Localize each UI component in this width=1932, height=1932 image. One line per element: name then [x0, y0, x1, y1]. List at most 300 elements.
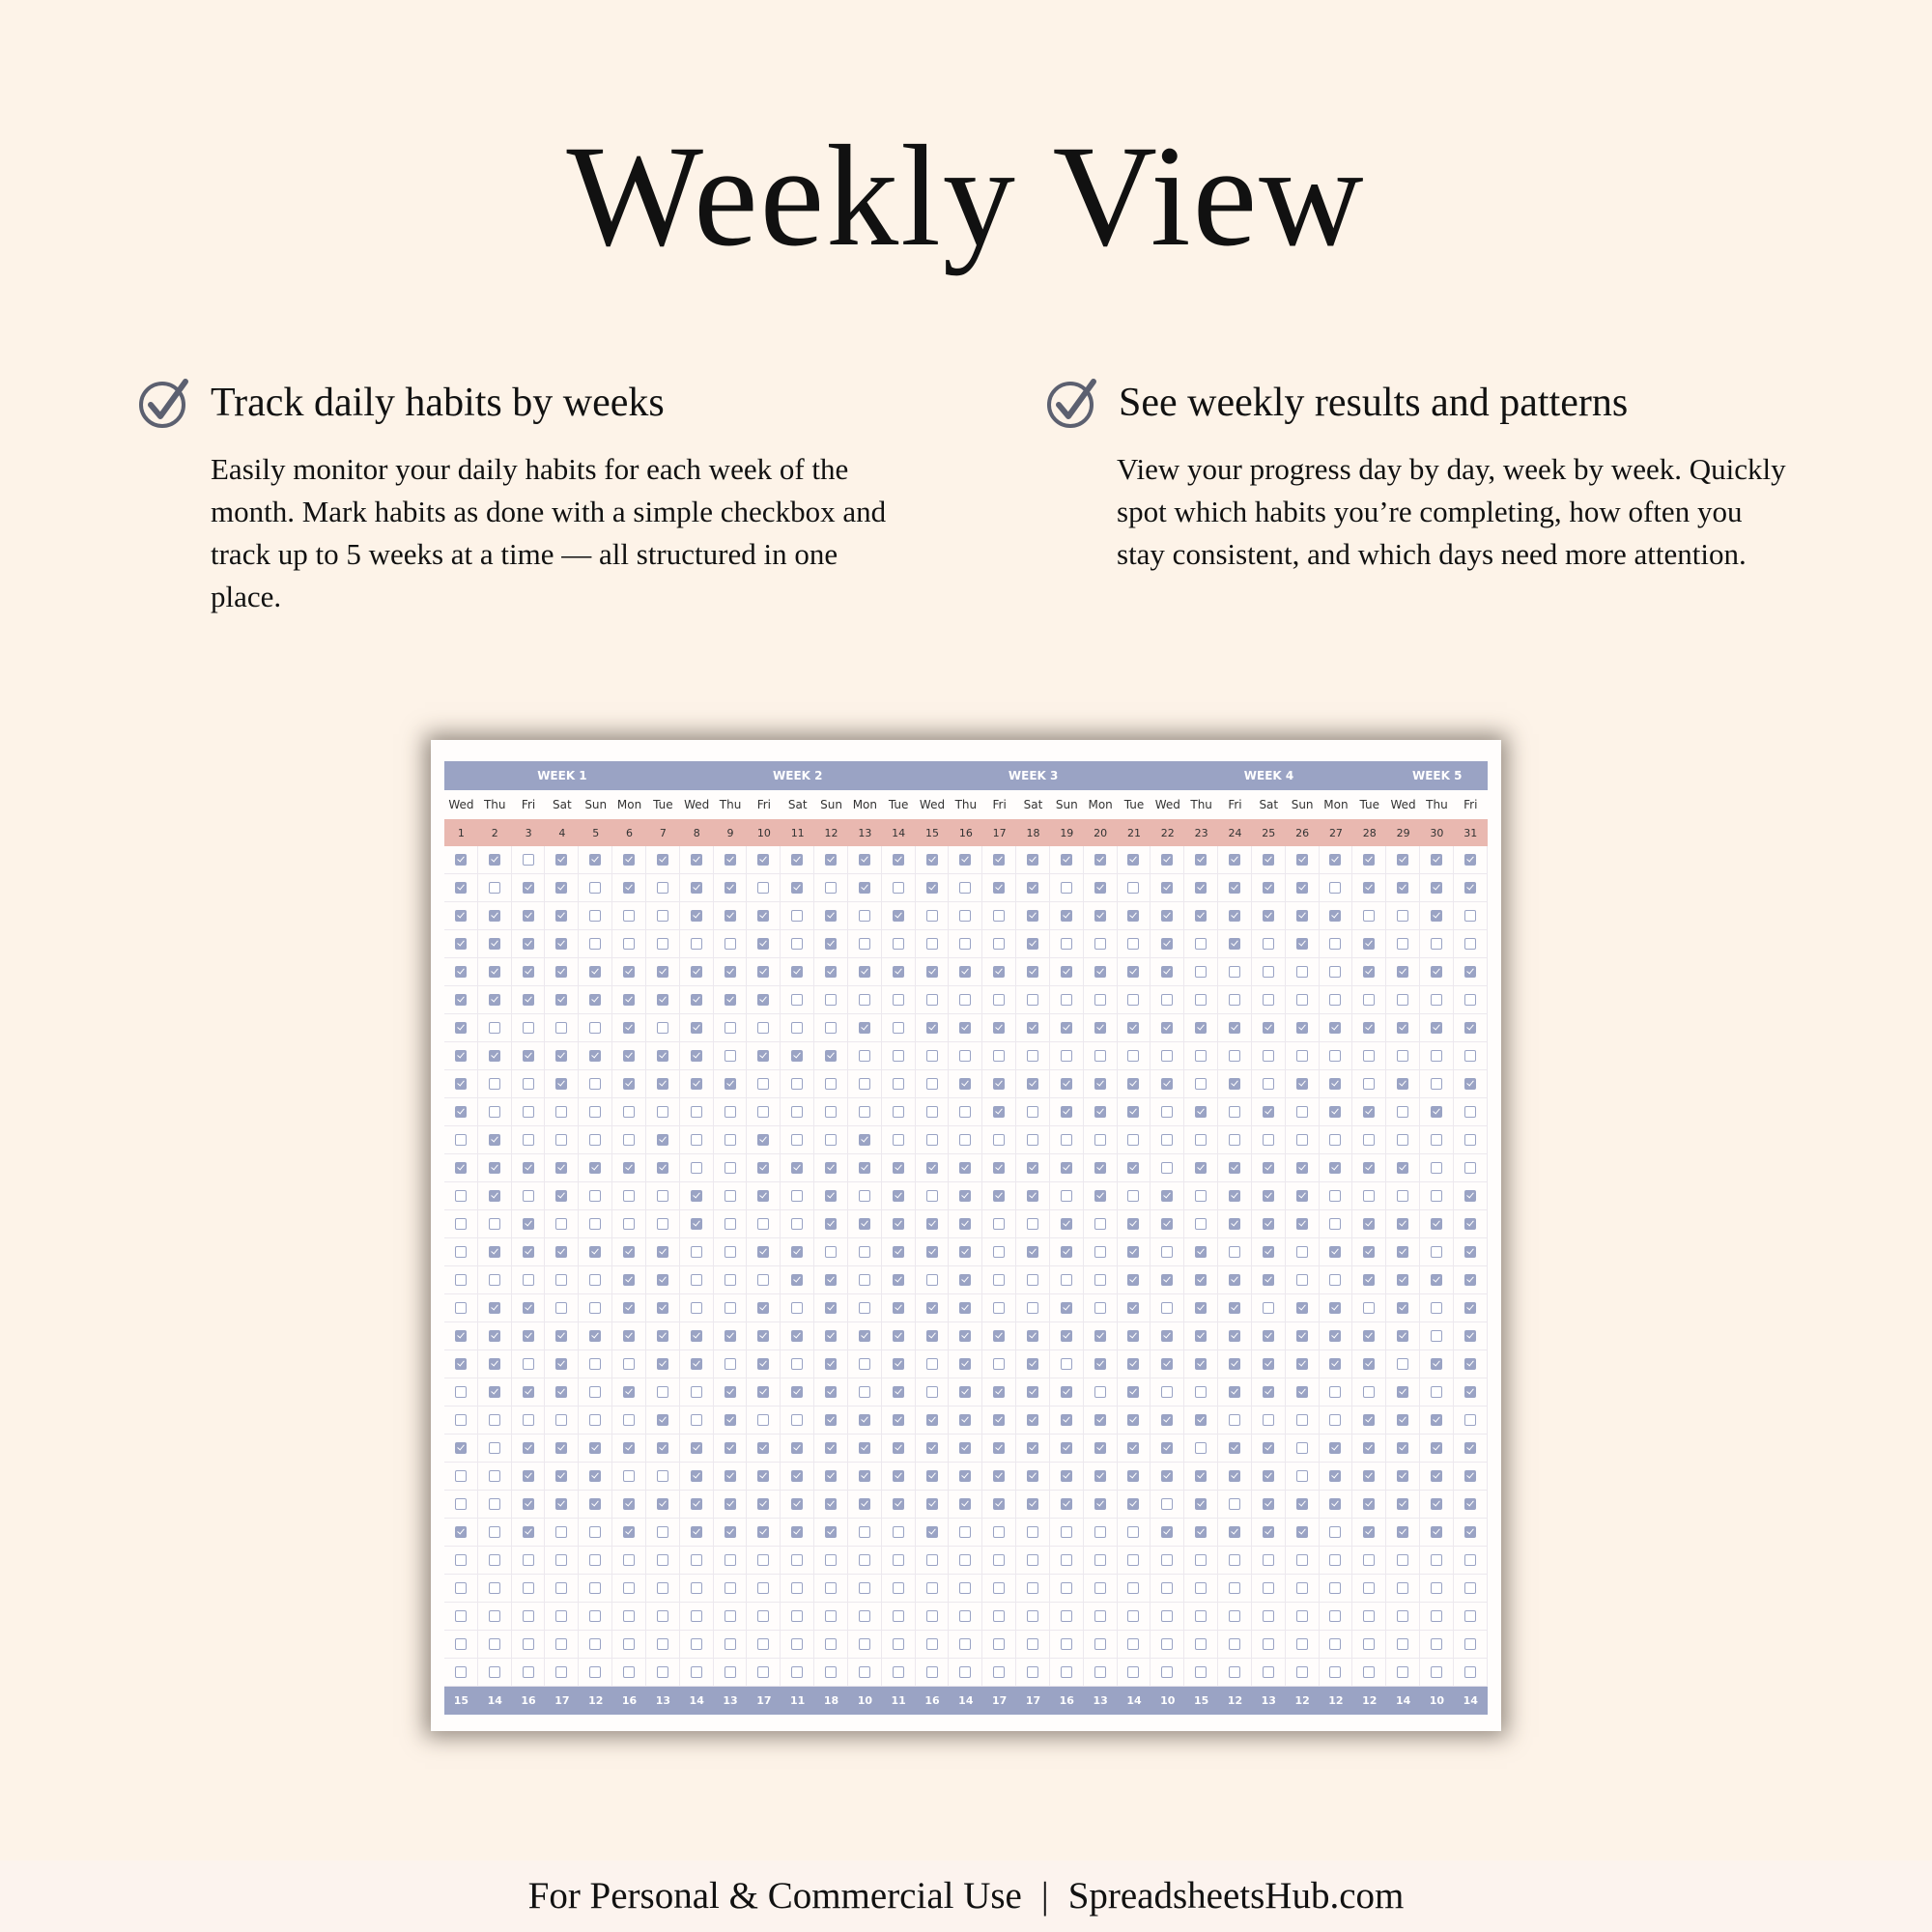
checked-checkbox-icon[interactable]: [1431, 1470, 1442, 1482]
checked-checkbox-icon[interactable]: [926, 1218, 938, 1230]
unchecked-checkbox-icon[interactable]: [1431, 1302, 1442, 1314]
unchecked-checkbox-icon[interactable]: [993, 1134, 1005, 1146]
checked-checkbox-icon[interactable]: [993, 1414, 1005, 1426]
checked-checkbox-icon[interactable]: [1296, 1078, 1308, 1090]
unchecked-checkbox-icon[interactable]: [791, 1190, 803, 1202]
unchecked-checkbox-icon[interactable]: [1397, 1358, 1408, 1370]
unchecked-checkbox-icon[interactable]: [1094, 1246, 1106, 1258]
unchecked-checkbox-icon[interactable]: [623, 1666, 635, 1678]
checked-checkbox-icon[interactable]: [623, 1302, 635, 1314]
unchecked-checkbox-icon[interactable]: [489, 1498, 500, 1510]
unchecked-checkbox-icon[interactable]: [523, 1610, 534, 1622]
checked-checkbox-icon[interactable]: [1161, 1274, 1173, 1286]
unchecked-checkbox-icon[interactable]: [623, 1414, 635, 1426]
checked-checkbox-icon[interactable]: [959, 1022, 971, 1034]
checked-checkbox-icon[interactable]: [893, 1190, 904, 1202]
checked-checkbox-icon[interactable]: [555, 1386, 567, 1398]
checked-checkbox-icon[interactable]: [1027, 1358, 1038, 1370]
checked-checkbox-icon[interactable]: [1363, 1498, 1375, 1510]
checked-checkbox-icon[interactable]: [791, 1162, 803, 1174]
unchecked-checkbox-icon[interactable]: [1229, 1246, 1240, 1258]
unchecked-checkbox-icon[interactable]: [1195, 1386, 1207, 1398]
checked-checkbox-icon[interactable]: [791, 1526, 803, 1538]
checked-checkbox-icon[interactable]: [1027, 882, 1038, 894]
unchecked-checkbox-icon[interactable]: [691, 1246, 702, 1258]
checked-checkbox-icon[interactable]: [859, 1162, 870, 1174]
unchecked-checkbox-icon[interactable]: [589, 938, 601, 950]
checked-checkbox-icon[interactable]: [1229, 1470, 1240, 1482]
checked-checkbox-icon[interactable]: [1094, 1162, 1106, 1174]
unchecked-checkbox-icon[interactable]: [1363, 1078, 1375, 1090]
unchecked-checkbox-icon[interactable]: [1229, 966, 1240, 978]
unchecked-checkbox-icon[interactable]: [926, 1582, 938, 1594]
unchecked-checkbox-icon[interactable]: [455, 1554, 467, 1566]
checked-checkbox-icon[interactable]: [1363, 1414, 1375, 1426]
unchecked-checkbox-icon[interactable]: [1094, 1554, 1106, 1566]
unchecked-checkbox-icon[interactable]: [555, 1218, 567, 1230]
checked-checkbox-icon[interactable]: [1397, 1442, 1408, 1454]
unchecked-checkbox-icon[interactable]: [1431, 1330, 1442, 1342]
unchecked-checkbox-icon[interactable]: [623, 1134, 635, 1146]
unchecked-checkbox-icon[interactable]: [825, 882, 837, 894]
unchecked-checkbox-icon[interactable]: [825, 1106, 837, 1118]
checked-checkbox-icon[interactable]: [926, 1302, 938, 1314]
unchecked-checkbox-icon[interactable]: [893, 1582, 904, 1594]
checked-checkbox-icon[interactable]: [893, 1302, 904, 1314]
checked-checkbox-icon[interactable]: [455, 1526, 467, 1538]
checked-checkbox-icon[interactable]: [657, 1302, 668, 1314]
unchecked-checkbox-icon[interactable]: [825, 1554, 837, 1566]
checked-checkbox-icon[interactable]: [1027, 1330, 1038, 1342]
unchecked-checkbox-icon[interactable]: [791, 1022, 803, 1034]
unchecked-checkbox-icon[interactable]: [1296, 1638, 1308, 1650]
checked-checkbox-icon[interactable]: [657, 1358, 668, 1370]
unchecked-checkbox-icon[interactable]: [1263, 1554, 1274, 1566]
checked-checkbox-icon[interactable]: [1431, 910, 1442, 922]
unchecked-checkbox-icon[interactable]: [455, 1302, 467, 1314]
checked-checkbox-icon[interactable]: [825, 1526, 837, 1538]
checked-checkbox-icon[interactable]: [1296, 1386, 1308, 1398]
unchecked-checkbox-icon[interactable]: [555, 1610, 567, 1622]
unchecked-checkbox-icon[interactable]: [724, 1358, 736, 1370]
checked-checkbox-icon[interactable]: [489, 1134, 500, 1146]
unchecked-checkbox-icon[interactable]: [1363, 910, 1375, 922]
checked-checkbox-icon[interactable]: [1397, 966, 1408, 978]
checked-checkbox-icon[interactable]: [555, 1190, 567, 1202]
unchecked-checkbox-icon[interactable]: [1027, 1666, 1038, 1678]
unchecked-checkbox-icon[interactable]: [1127, 1526, 1139, 1538]
checked-checkbox-icon[interactable]: [1161, 1442, 1173, 1454]
checked-checkbox-icon[interactable]: [993, 1330, 1005, 1342]
checked-checkbox-icon[interactable]: [1263, 1106, 1274, 1118]
checked-checkbox-icon[interactable]: [1061, 1162, 1072, 1174]
checked-checkbox-icon[interactable]: [1161, 910, 1173, 922]
checked-checkbox-icon[interactable]: [959, 1386, 971, 1398]
checked-checkbox-icon[interactable]: [1127, 910, 1139, 922]
checked-checkbox-icon[interactable]: [1094, 1414, 1106, 1426]
unchecked-checkbox-icon[interactable]: [1296, 1414, 1308, 1426]
checked-checkbox-icon[interactable]: [1229, 938, 1240, 950]
checked-checkbox-icon[interactable]: [757, 938, 769, 950]
checked-checkbox-icon[interactable]: [623, 882, 635, 894]
checked-checkbox-icon[interactable]: [589, 1246, 601, 1258]
unchecked-checkbox-icon[interactable]: [1161, 1162, 1173, 1174]
unchecked-checkbox-icon[interactable]: [825, 1610, 837, 1622]
unchecked-checkbox-icon[interactable]: [1363, 1302, 1375, 1314]
checked-checkbox-icon[interactable]: [555, 938, 567, 950]
unchecked-checkbox-icon[interactable]: [657, 1386, 668, 1398]
unchecked-checkbox-icon[interactable]: [1397, 1190, 1408, 1202]
unchecked-checkbox-icon[interactable]: [691, 1162, 702, 1174]
checked-checkbox-icon[interactable]: [623, 1078, 635, 1090]
checked-checkbox-icon[interactable]: [859, 1498, 870, 1510]
unchecked-checkbox-icon[interactable]: [1161, 1246, 1173, 1258]
unchecked-checkbox-icon[interactable]: [859, 1274, 870, 1286]
checked-checkbox-icon[interactable]: [691, 854, 702, 866]
checked-checkbox-icon[interactable]: [1027, 1442, 1038, 1454]
checked-checkbox-icon[interactable]: [825, 1386, 837, 1398]
checked-checkbox-icon[interactable]: [993, 1470, 1005, 1482]
unchecked-checkbox-icon[interactable]: [691, 1554, 702, 1566]
unchecked-checkbox-icon[interactable]: [959, 1666, 971, 1678]
unchecked-checkbox-icon[interactable]: [589, 882, 601, 894]
checked-checkbox-icon[interactable]: [724, 1330, 736, 1342]
checked-checkbox-icon[interactable]: [724, 854, 736, 866]
unchecked-checkbox-icon[interactable]: [1263, 1638, 1274, 1650]
unchecked-checkbox-icon[interactable]: [1027, 1274, 1038, 1286]
unchecked-checkbox-icon[interactable]: [926, 1190, 938, 1202]
unchecked-checkbox-icon[interactable]: [455, 1246, 467, 1258]
checked-checkbox-icon[interactable]: [1397, 1218, 1408, 1230]
unchecked-checkbox-icon[interactable]: [993, 1582, 1005, 1594]
checked-checkbox-icon[interactable]: [1464, 1078, 1476, 1090]
unchecked-checkbox-icon[interactable]: [657, 1022, 668, 1034]
unchecked-checkbox-icon[interactable]: [959, 1638, 971, 1650]
checked-checkbox-icon[interactable]: [1195, 1498, 1207, 1510]
checked-checkbox-icon[interactable]: [1296, 1022, 1308, 1034]
checked-checkbox-icon[interactable]: [1263, 854, 1274, 866]
checked-checkbox-icon[interactable]: [1229, 1022, 1240, 1034]
checked-checkbox-icon[interactable]: [757, 1302, 769, 1314]
unchecked-checkbox-icon[interactable]: [1229, 994, 1240, 1006]
unchecked-checkbox-icon[interactable]: [489, 1442, 500, 1454]
unchecked-checkbox-icon[interactable]: [657, 1106, 668, 1118]
unchecked-checkbox-icon[interactable]: [589, 1414, 601, 1426]
unchecked-checkbox-icon[interactable]: [859, 1302, 870, 1314]
unchecked-checkbox-icon[interactable]: [555, 1274, 567, 1286]
unchecked-checkbox-icon[interactable]: [724, 1050, 736, 1062]
checked-checkbox-icon[interactable]: [691, 1050, 702, 1062]
unchecked-checkbox-icon[interactable]: [1397, 1554, 1408, 1566]
unchecked-checkbox-icon[interactable]: [959, 938, 971, 950]
checked-checkbox-icon[interactable]: [1094, 882, 1106, 894]
checked-checkbox-icon[interactable]: [623, 1442, 635, 1454]
checked-checkbox-icon[interactable]: [1061, 854, 1072, 866]
unchecked-checkbox-icon[interactable]: [489, 1218, 500, 1230]
checked-checkbox-icon[interactable]: [757, 1498, 769, 1510]
unchecked-checkbox-icon[interactable]: [1263, 1078, 1274, 1090]
checked-checkbox-icon[interactable]: [859, 854, 870, 866]
unchecked-checkbox-icon[interactable]: [757, 1610, 769, 1622]
unchecked-checkbox-icon[interactable]: [1363, 1050, 1375, 1062]
checked-checkbox-icon[interactable]: [623, 1526, 635, 1538]
checked-checkbox-icon[interactable]: [1195, 1414, 1207, 1426]
unchecked-checkbox-icon[interactable]: [926, 1610, 938, 1622]
unchecked-checkbox-icon[interactable]: [757, 1218, 769, 1230]
unchecked-checkbox-icon[interactable]: [1363, 1134, 1375, 1146]
checked-checkbox-icon[interactable]: [657, 1134, 668, 1146]
unchecked-checkbox-icon[interactable]: [893, 1638, 904, 1650]
checked-checkbox-icon[interactable]: [757, 1358, 769, 1370]
unchecked-checkbox-icon[interactable]: [1229, 1498, 1240, 1510]
checked-checkbox-icon[interactable]: [791, 1050, 803, 1062]
checked-checkbox-icon[interactable]: [1127, 1358, 1139, 1370]
unchecked-checkbox-icon[interactable]: [1195, 1190, 1207, 1202]
checked-checkbox-icon[interactable]: [1027, 1386, 1038, 1398]
unchecked-checkbox-icon[interactable]: [1127, 1190, 1139, 1202]
checked-checkbox-icon[interactable]: [691, 994, 702, 1006]
checked-checkbox-icon[interactable]: [757, 1330, 769, 1342]
checked-checkbox-icon[interactable]: [757, 1246, 769, 1258]
unchecked-checkbox-icon[interactable]: [1127, 1610, 1139, 1622]
checked-checkbox-icon[interactable]: [993, 1078, 1005, 1090]
unchecked-checkbox-icon[interactable]: [1431, 1190, 1442, 1202]
checked-checkbox-icon[interactable]: [1329, 1358, 1341, 1370]
checked-checkbox-icon[interactable]: [555, 1330, 567, 1342]
checked-checkbox-icon[interactable]: [455, 938, 467, 950]
unchecked-checkbox-icon[interactable]: [1263, 1050, 1274, 1062]
checked-checkbox-icon[interactable]: [1229, 1330, 1240, 1342]
unchecked-checkbox-icon[interactable]: [623, 1554, 635, 1566]
unchecked-checkbox-icon[interactable]: [1161, 1386, 1173, 1398]
checked-checkbox-icon[interactable]: [724, 1442, 736, 1454]
unchecked-checkbox-icon[interactable]: [1296, 1246, 1308, 1258]
unchecked-checkbox-icon[interactable]: [825, 1246, 837, 1258]
checked-checkbox-icon[interactable]: [825, 1414, 837, 1426]
checked-checkbox-icon[interactable]: [657, 1246, 668, 1258]
checked-checkbox-icon[interactable]: [1195, 1330, 1207, 1342]
checked-checkbox-icon[interactable]: [1127, 854, 1139, 866]
unchecked-checkbox-icon[interactable]: [993, 1358, 1005, 1370]
checked-checkbox-icon[interactable]: [1127, 1218, 1139, 1230]
unchecked-checkbox-icon[interactable]: [893, 994, 904, 1006]
checked-checkbox-icon[interactable]: [1263, 1358, 1274, 1370]
unchecked-checkbox-icon[interactable]: [1329, 938, 1341, 950]
checked-checkbox-icon[interactable]: [1296, 882, 1308, 894]
unchecked-checkbox-icon[interactable]: [959, 910, 971, 922]
checked-checkbox-icon[interactable]: [859, 1330, 870, 1342]
unchecked-checkbox-icon[interactable]: [757, 1414, 769, 1426]
checked-checkbox-icon[interactable]: [1195, 1162, 1207, 1174]
unchecked-checkbox-icon[interactable]: [1431, 1162, 1442, 1174]
unchecked-checkbox-icon[interactable]: [1061, 1190, 1072, 1202]
unchecked-checkbox-icon[interactable]: [1161, 1498, 1173, 1510]
checked-checkbox-icon[interactable]: [555, 882, 567, 894]
unchecked-checkbox-icon[interactable]: [1027, 1526, 1038, 1538]
unchecked-checkbox-icon[interactable]: [1464, 1106, 1476, 1118]
checked-checkbox-icon[interactable]: [791, 1246, 803, 1258]
unchecked-checkbox-icon[interactable]: [1431, 1554, 1442, 1566]
unchecked-checkbox-icon[interactable]: [724, 1134, 736, 1146]
unchecked-checkbox-icon[interactable]: [859, 1526, 870, 1538]
unchecked-checkbox-icon[interactable]: [893, 1022, 904, 1034]
unchecked-checkbox-icon[interactable]: [691, 1414, 702, 1426]
checked-checkbox-icon[interactable]: [1127, 1470, 1139, 1482]
unchecked-checkbox-icon[interactable]: [691, 1582, 702, 1594]
unchecked-checkbox-icon[interactable]: [1094, 1526, 1106, 1538]
checked-checkbox-icon[interactable]: [1464, 1498, 1476, 1510]
checked-checkbox-icon[interactable]: [1061, 1330, 1072, 1342]
unchecked-checkbox-icon[interactable]: [724, 1302, 736, 1314]
unchecked-checkbox-icon[interactable]: [1195, 1638, 1207, 1650]
unchecked-checkbox-icon[interactable]: [489, 1078, 500, 1090]
unchecked-checkbox-icon[interactable]: [1296, 1582, 1308, 1594]
checked-checkbox-icon[interactable]: [1263, 882, 1274, 894]
unchecked-checkbox-icon[interactable]: [893, 882, 904, 894]
unchecked-checkbox-icon[interactable]: [523, 854, 534, 866]
checked-checkbox-icon[interactable]: [1363, 1442, 1375, 1454]
checked-checkbox-icon[interactable]: [859, 882, 870, 894]
unchecked-checkbox-icon[interactable]: [993, 994, 1005, 1006]
unchecked-checkbox-icon[interactable]: [623, 1610, 635, 1622]
unchecked-checkbox-icon[interactable]: [791, 1582, 803, 1594]
unchecked-checkbox-icon[interactable]: [926, 1274, 938, 1286]
unchecked-checkbox-icon[interactable]: [1296, 1610, 1308, 1622]
checked-checkbox-icon[interactable]: [1296, 1498, 1308, 1510]
checked-checkbox-icon[interactable]: [893, 1470, 904, 1482]
checked-checkbox-icon[interactable]: [523, 1442, 534, 1454]
unchecked-checkbox-icon[interactable]: [893, 1134, 904, 1146]
unchecked-checkbox-icon[interactable]: [657, 882, 668, 894]
unchecked-checkbox-icon[interactable]: [555, 1106, 567, 1118]
unchecked-checkbox-icon[interactable]: [1329, 1414, 1341, 1426]
checked-checkbox-icon[interactable]: [959, 1498, 971, 1510]
checked-checkbox-icon[interactable]: [691, 882, 702, 894]
checked-checkbox-icon[interactable]: [1127, 1078, 1139, 1090]
unchecked-checkbox-icon[interactable]: [859, 1610, 870, 1622]
checked-checkbox-icon[interactable]: [1329, 1246, 1341, 1258]
checked-checkbox-icon[interactable]: [757, 854, 769, 866]
unchecked-checkbox-icon[interactable]: [1296, 1050, 1308, 1062]
checked-checkbox-icon[interactable]: [1229, 1190, 1240, 1202]
checked-checkbox-icon[interactable]: [523, 994, 534, 1006]
checked-checkbox-icon[interactable]: [1161, 1218, 1173, 1230]
unchecked-checkbox-icon[interactable]: [489, 882, 500, 894]
unchecked-checkbox-icon[interactable]: [1431, 1134, 1442, 1146]
unchecked-checkbox-icon[interactable]: [791, 1554, 803, 1566]
checked-checkbox-icon[interactable]: [1397, 1470, 1408, 1482]
checked-checkbox-icon[interactable]: [657, 1414, 668, 1426]
unchecked-checkbox-icon[interactable]: [455, 1190, 467, 1202]
checked-checkbox-icon[interactable]: [893, 1442, 904, 1454]
checked-checkbox-icon[interactable]: [1397, 882, 1408, 894]
checked-checkbox-icon[interactable]: [1027, 1078, 1038, 1090]
checked-checkbox-icon[interactable]: [1094, 1498, 1106, 1510]
checked-checkbox-icon[interactable]: [1161, 854, 1173, 866]
checked-checkbox-icon[interactable]: [1127, 1498, 1139, 1510]
checked-checkbox-icon[interactable]: [589, 994, 601, 1006]
checked-checkbox-icon[interactable]: [1329, 1442, 1341, 1454]
checked-checkbox-icon[interactable]: [893, 1386, 904, 1398]
unchecked-checkbox-icon[interactable]: [1263, 938, 1274, 950]
checked-checkbox-icon[interactable]: [523, 910, 534, 922]
checked-checkbox-icon[interactable]: [1431, 1218, 1442, 1230]
unchecked-checkbox-icon[interactable]: [1296, 994, 1308, 1006]
checked-checkbox-icon[interactable]: [1296, 1302, 1308, 1314]
unchecked-checkbox-icon[interactable]: [1464, 1050, 1476, 1062]
unchecked-checkbox-icon[interactable]: [1195, 1134, 1207, 1146]
checked-checkbox-icon[interactable]: [455, 1358, 467, 1370]
unchecked-checkbox-icon[interactable]: [959, 994, 971, 1006]
unchecked-checkbox-icon[interactable]: [1329, 1526, 1341, 1538]
checked-checkbox-icon[interactable]: [623, 1162, 635, 1174]
checked-checkbox-icon[interactable]: [1464, 1246, 1476, 1258]
checked-checkbox-icon[interactable]: [1263, 1526, 1274, 1538]
checked-checkbox-icon[interactable]: [1263, 1246, 1274, 1258]
checked-checkbox-icon[interactable]: [1296, 1358, 1308, 1370]
unchecked-checkbox-icon[interactable]: [1229, 1554, 1240, 1566]
unchecked-checkbox-icon[interactable]: [1329, 1274, 1341, 1286]
checked-checkbox-icon[interactable]: [691, 1442, 702, 1454]
unchecked-checkbox-icon[interactable]: [455, 1386, 467, 1398]
unchecked-checkbox-icon[interactable]: [523, 1414, 534, 1426]
checked-checkbox-icon[interactable]: [1127, 1022, 1139, 1034]
checked-checkbox-icon[interactable]: [1263, 1190, 1274, 1202]
checked-checkbox-icon[interactable]: [1431, 1358, 1442, 1370]
checked-checkbox-icon[interactable]: [1296, 1162, 1308, 1174]
checked-checkbox-icon[interactable]: [1094, 1022, 1106, 1034]
unchecked-checkbox-icon[interactable]: [825, 1582, 837, 1594]
checked-checkbox-icon[interactable]: [1027, 1246, 1038, 1258]
unchecked-checkbox-icon[interactable]: [1329, 1638, 1341, 1650]
unchecked-checkbox-icon[interactable]: [623, 938, 635, 950]
unchecked-checkbox-icon[interactable]: [1329, 1582, 1341, 1594]
checked-checkbox-icon[interactable]: [1263, 910, 1274, 922]
checked-checkbox-icon[interactable]: [959, 1190, 971, 1202]
checked-checkbox-icon[interactable]: [555, 910, 567, 922]
unchecked-checkbox-icon[interactable]: [1229, 1134, 1240, 1146]
unchecked-checkbox-icon[interactable]: [791, 1106, 803, 1118]
checked-checkbox-icon[interactable]: [893, 1162, 904, 1174]
checked-checkbox-icon[interactable]: [1027, 854, 1038, 866]
unchecked-checkbox-icon[interactable]: [691, 1106, 702, 1118]
checked-checkbox-icon[interactable]: [1229, 1274, 1240, 1286]
checked-checkbox-icon[interactable]: [724, 1470, 736, 1482]
checked-checkbox-icon[interactable]: [455, 910, 467, 922]
checked-checkbox-icon[interactable]: [489, 854, 500, 866]
unchecked-checkbox-icon[interactable]: [724, 1246, 736, 1258]
checked-checkbox-icon[interactable]: [757, 994, 769, 1006]
checked-checkbox-icon[interactable]: [1263, 1470, 1274, 1482]
unchecked-checkbox-icon[interactable]: [724, 1638, 736, 1650]
unchecked-checkbox-icon[interactable]: [1195, 1554, 1207, 1566]
checked-checkbox-icon[interactable]: [1229, 910, 1240, 922]
checked-checkbox-icon[interactable]: [893, 1246, 904, 1258]
checked-checkbox-icon[interactable]: [489, 1302, 500, 1314]
checked-checkbox-icon[interactable]: [489, 1358, 500, 1370]
unchecked-checkbox-icon[interactable]: [589, 1022, 601, 1034]
unchecked-checkbox-icon[interactable]: [489, 1470, 500, 1482]
checked-checkbox-icon[interactable]: [1363, 1218, 1375, 1230]
unchecked-checkbox-icon[interactable]: [926, 938, 938, 950]
checked-checkbox-icon[interactable]: [1363, 1470, 1375, 1482]
unchecked-checkbox-icon[interactable]: [1464, 1610, 1476, 1622]
checked-checkbox-icon[interactable]: [1263, 1330, 1274, 1342]
checked-checkbox-icon[interactable]: [1431, 1106, 1442, 1118]
checked-checkbox-icon[interactable]: [993, 1106, 1005, 1118]
checked-checkbox-icon[interactable]: [859, 1414, 870, 1426]
checked-checkbox-icon[interactable]: [1329, 1330, 1341, 1342]
